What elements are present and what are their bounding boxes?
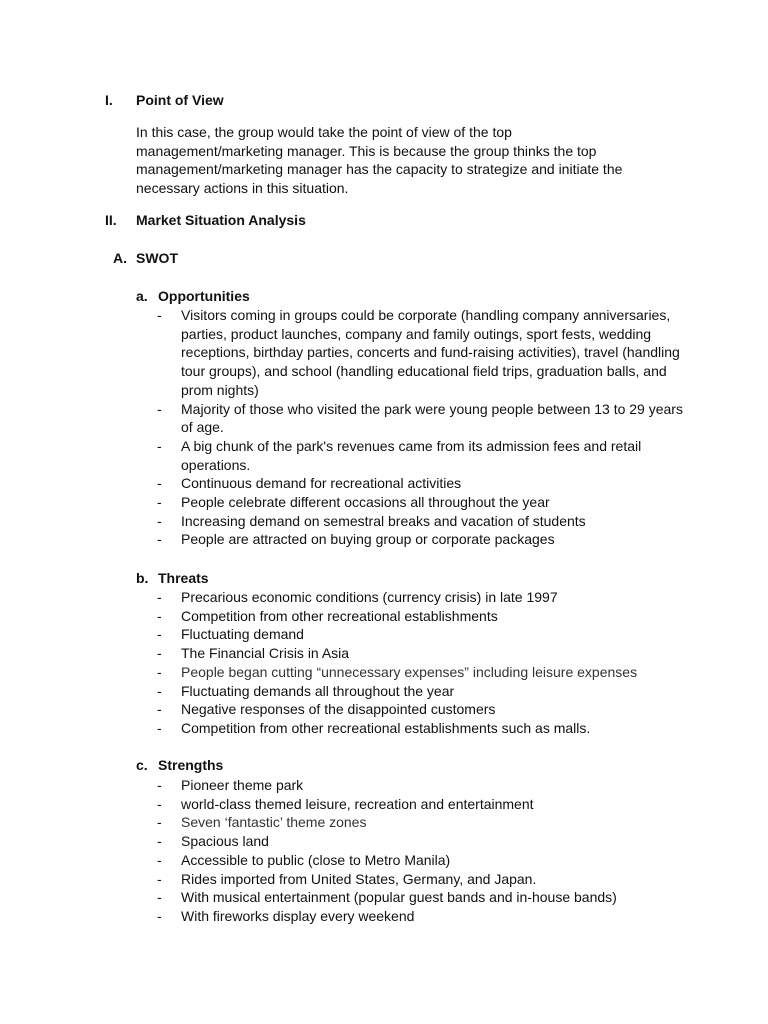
bullet-dash: - [157, 777, 162, 793]
list-item [157, 644, 697, 663]
list-item [157, 776, 697, 795]
list-item-text: Precarious economic conditions (currency crisis) in late 1997 [181, 589, 558, 605]
list-item-text: People celebrate different occasions all throughout the year [181, 494, 550, 511]
list-item-text: Spacious land [181, 833, 269, 850]
list-item [157, 813, 697, 832]
bullet-dash: - [157, 531, 162, 548]
bullet-dash: - [157, 475, 162, 492]
bullet-dash: - [157, 907, 162, 924]
list-item [157, 625, 697, 644]
list-item-text: The Financial Crisis in Asia [181, 645, 350, 662]
list-item-text: With fireworks display every weekend [181, 907, 415, 924]
list-item-text: A big chunk of the park's revenues came from its admission fees and retail operations. [181, 437, 642, 473]
section-2-number: II. [105, 212, 117, 228]
list-item [157, 888, 697, 907]
section-1-title: Point of View [136, 92, 224, 108]
list-item [157, 663, 697, 682]
bullet-dash: - [157, 400, 162, 417]
list-item-text: Competition from other recreational establishments [181, 607, 498, 624]
list-item [157, 682, 697, 701]
strengths-list [157, 776, 697, 926]
list-item-text: Seven ‘fantastic’ theme zones [181, 814, 367, 831]
bullet-dash: - [157, 512, 162, 529]
section-1-paragraph: In this case, the group would take the point of view of the top management/marketing manager. This is because the group thinks the top management/marketing manager has the capacity to strategize and initiate the necessary actions in this situation. [136, 124, 623, 197]
opportunities-title: Opportunities [158, 288, 250, 304]
list-item-text: Competition from other recreational establishments such as malls. [181, 719, 591, 736]
bullet-dash: - [157, 437, 162, 454]
list-item-text: Negative responses of the disappointed customers [181, 701, 496, 718]
list-item [157, 907, 697, 926]
bullet-dash: - [157, 833, 162, 850]
bullet-dash: - [157, 889, 162, 906]
threats-title: Threats [158, 570, 209, 586]
bullet-dash: - [157, 719, 162, 736]
bullet-dash: - [157, 851, 162, 868]
section-2-title: Market Situation Analysis [136, 212, 306, 228]
list-item [157, 474, 697, 493]
list-item-text: Rides imported from United States, Germany, and Japan. [181, 870, 537, 887]
list-item-text: People are attracted on buying group or corporate packages [181, 531, 555, 548]
list-item-text: Majority of those who visited the park were young people between 13 to 29 years of age. [181, 400, 683, 436]
list-item [157, 437, 697, 474]
list-item-text: Visitors coming in groups could be corporate (handling company anniversaries, parties, product launches, company and family outings, sport fests, wedding receptions, birthday parties, concerts and fund-raising activities), travel (handling tour groups), and school (handling educational field trips, graduation balls, and prom nights) [181, 307, 680, 398]
bullet-dash: - [157, 494, 162, 511]
subsection-a-number: A. [113, 250, 127, 266]
list-item-text: Pioneer theme park [181, 777, 304, 793]
bullet-dash: - [157, 607, 162, 624]
list-item [157, 493, 697, 512]
opportunities-list [157, 306, 697, 549]
bullet-dash: - [157, 589, 162, 605]
bullet-dash: - [157, 626, 162, 643]
list-item [157, 870, 697, 889]
bullet-dash: - [157, 682, 162, 699]
list-item [157, 719, 697, 738]
bullet-dash: - [157, 814, 162, 831]
strengths-letter: c. [136, 757, 148, 773]
bullet-dash: - [157, 701, 162, 718]
section-1-number: I. [105, 92, 113, 108]
threats-list [157, 588, 697, 738]
subsection-a-title: SWOT [136, 250, 178, 266]
threats-letter: b. [136, 570, 149, 586]
bullet-dash: - [157, 795, 162, 812]
list-item [157, 700, 697, 719]
list-item-text: With musical entertainment (popular guest bands and in-house bands) [181, 889, 617, 906]
bullet-dash: - [157, 645, 162, 662]
list-item-text: Increasing demand on semestral breaks and vacation of students [181, 512, 586, 529]
list-item-text: Continuous demand for recreational activities [181, 475, 462, 492]
list-item [157, 512, 697, 531]
list-item [157, 588, 697, 607]
strengths-title: Strengths [158, 757, 224, 773]
list-item [157, 851, 697, 870]
list-item-text: People began cutting “unnecessary expenses” including leisure expenses [181, 663, 638, 680]
list-item-text: Accessible to public (close to Metro Manila) [181, 851, 451, 868]
list-item [157, 530, 697, 549]
list-item [157, 795, 697, 814]
list-item-text: Fluctuating demands all throughout the year [181, 682, 455, 699]
bullet-dash: - [157, 870, 162, 887]
list-item [157, 832, 697, 851]
bullet-dash: - [157, 663, 162, 680]
bullet-dash: - [157, 307, 162, 323]
list-item [157, 400, 697, 437]
list-item [157, 607, 697, 626]
list-item-text: world-class themed leisure, recreation and entertainment [181, 795, 534, 812]
list-item [157, 306, 697, 400]
list-item-text: Fluctuating demand [181, 626, 304, 643]
opportunities-letter: a. [136, 288, 148, 304]
